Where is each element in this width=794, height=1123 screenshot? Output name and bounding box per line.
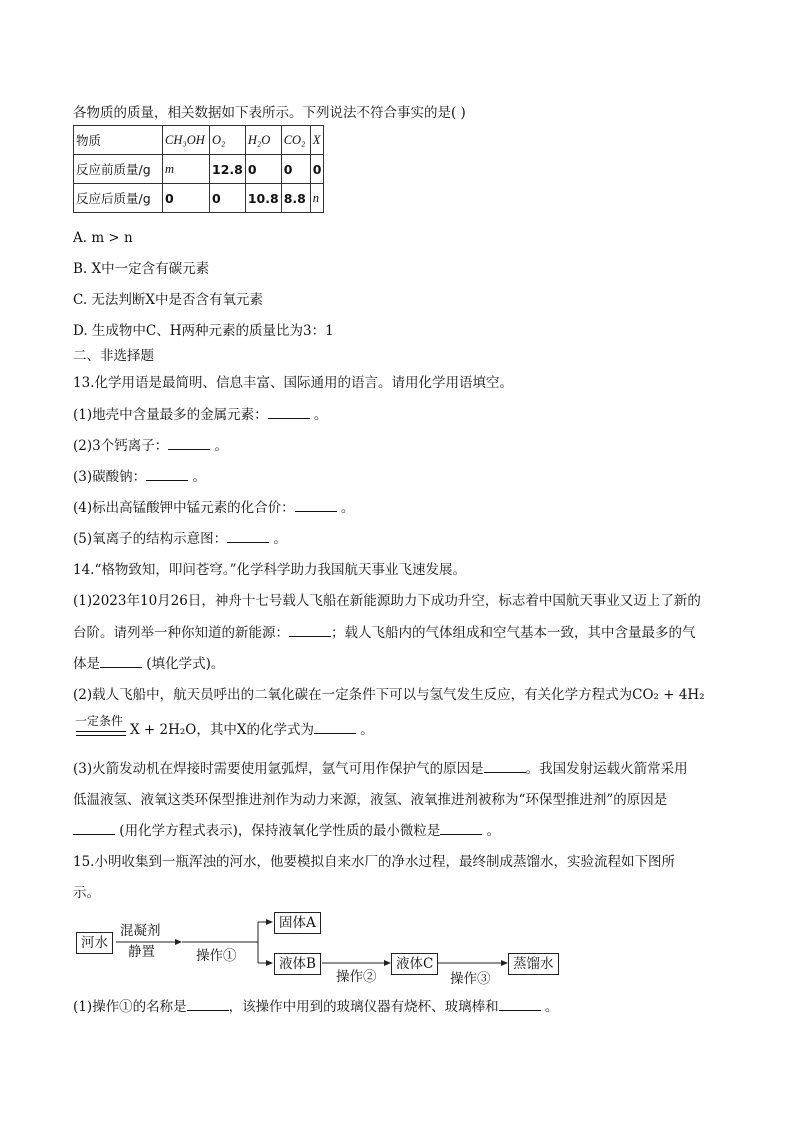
table-cell: 0 — [310, 155, 324, 184]
text: (填化学式)。 — [146, 656, 225, 672]
period: 。 — [486, 823, 501, 839]
text: (1)操作①的名称是 — [73, 999, 187, 1015]
period: 。 — [544, 999, 559, 1015]
flow-arrowhead — [266, 919, 273, 925]
text: 。我国发射运载火箭常采用 — [525, 761, 688, 777]
q13-part2-text: (2)3个钙离子： — [73, 438, 169, 454]
flow-box-solid-a: 固体A — [274, 912, 321, 934]
table-cell: 8.8 — [281, 184, 310, 213]
table-cell: 反应前质量/g — [74, 155, 163, 184]
table-cell: H₂O — [245, 126, 281, 155]
table-cell: 0 — [281, 155, 310, 184]
table-cell: CH₃OH — [163, 126, 210, 155]
option-d: D. 生成物中C、H两种元素的质量比为3：1 — [73, 323, 334, 339]
table-cell: O₂ — [210, 126, 246, 155]
answer-blank[interactable] — [187, 997, 229, 1011]
q14-part2-line1: (2)载人飞船中，航天员呼出的二氧化碳在一定条件下可以与氢气发生反应，有关化学方程式为CO₂ + 4H₂ — [73, 687, 705, 703]
q13-part3-text: (3)碳酸钠： — [73, 469, 147, 485]
answer-blank[interactable] — [499, 997, 541, 1011]
text: (用化学方程式表示)，保持液氧化学性质的最小微粒是 — [119, 823, 441, 839]
text: ；载人飞船内的气体组成和空气基本一致，其中含量最多的气 — [331, 625, 696, 641]
table-cell: CO₂ — [281, 126, 310, 155]
q13-part1-text: (1)地壳中含量最多的金属元素： — [73, 407, 268, 423]
q13-part5-text: (5)氧离子的结构示意图： — [73, 531, 228, 547]
q15-stem-line2: 示。 — [73, 885, 100, 901]
table-cell: 物质 — [74, 126, 163, 155]
flow-box-river: 河水 — [76, 932, 113, 954]
period: 。 — [360, 722, 374, 738]
flow-label-settle: 静置 — [128, 944, 155, 960]
flow-arrowhead — [175, 939, 182, 945]
q13-part4-text: (4)标出高锰酸钾中锰元素的化合价： — [73, 500, 295, 516]
text: ，该操作中用到的玻璃仪器有烧杯、玻璃棒和 — [228, 999, 499, 1015]
q15-stem-line1: 15.小明收集到一瓶浑浊的河水，他要模拟自来水厂的净水过程，最终制成蒸馏水，实验流程如下图所 — [73, 854, 675, 870]
q13-stem: 13.化学用语是最简明、信息丰富、国际通用的语言。请用化学用语填空。 — [73, 375, 513, 391]
q14-part3-line2: 低温液氢、液氧这类环保型推进剂作为动力来源，液氢、液氧推进剂被称为“环保型推进剂”的原因是 — [73, 792, 668, 808]
flow-label-op3: 操作③ — [450, 971, 491, 987]
flow-box-liquid-b: 液体B — [274, 953, 321, 975]
period: 。 — [313, 407, 328, 423]
option-b: B. X中一定含有碳元素 — [73, 261, 210, 277]
reaction-condition: 一定条件 — [75, 714, 124, 728]
period: 。 — [273, 531, 287, 547]
section-heading: 二、非选择题 — [73, 348, 154, 364]
text: 台阶。请列举一种你知道的新能源： — [73, 625, 289, 641]
table-cell: 12.8 — [210, 155, 246, 184]
period: 。 — [214, 438, 229, 454]
q15-part1 — [73, 997, 558, 1017]
flow-arrowhead — [501, 960, 508, 966]
q14-stem: 14.“格物致知，叩问苍穹。”化学科学助力我国航天事业飞速发展。 — [73, 562, 467, 578]
flow-box-distilled: 蒸馏水 — [508, 953, 559, 975]
table-cell: X — [310, 126, 324, 155]
table-cell: 0 — [245, 155, 281, 184]
flow-arrowhead — [266, 960, 273, 966]
table-cell: 反应后质量/g — [74, 184, 163, 213]
flow-label-op2: 操作② — [336, 969, 377, 985]
flow-label-agent: 混凝剂 — [120, 923, 161, 939]
table-cell: 10.8 — [245, 184, 281, 213]
option-c: C. 无法判断X中是否含有氧元素 — [73, 292, 264, 308]
table-cell: 0 — [163, 184, 210, 213]
text: (3)火箭发动机在焊接时需要使用氩弧焊，氩气可用作保护气的原因是 — [73, 761, 484, 777]
table-cell: n — [310, 184, 324, 213]
question-intro: 各物质的质量，相关数据如下表所示。下列说法不符合事实的是( ) — [73, 105, 466, 121]
q14-part1-line1: (1)2023年10月26日，神舟十七号载人飞船在新能源助力下成功升空，标志着中国航天事业又迈上了新的 — [73, 593, 701, 609]
flow-label-op1: 操作① — [196, 948, 237, 964]
text: X + 2H₂O，其中X的化学式为 — [130, 722, 314, 738]
table-cell: 0 — [210, 184, 246, 213]
table-cell: m — [163, 155, 210, 184]
period: 。 — [192, 469, 206, 485]
flow-arrowhead — [384, 960, 391, 966]
flow-box-liquid-c: 液体C — [391, 953, 438, 975]
period: 。 — [340, 500, 355, 516]
option-a: A. m > n — [73, 230, 133, 246]
text: 体是 — [73, 656, 100, 672]
